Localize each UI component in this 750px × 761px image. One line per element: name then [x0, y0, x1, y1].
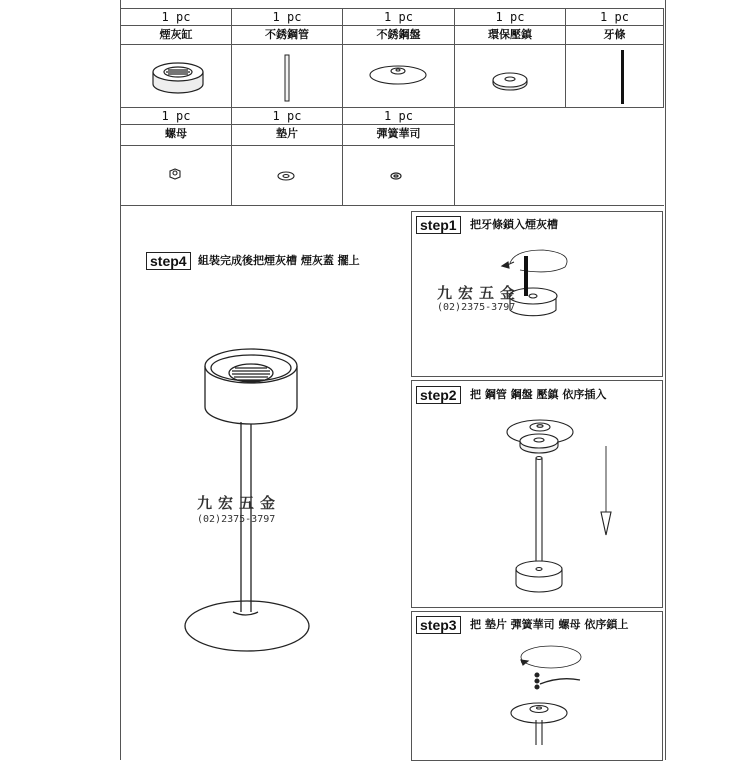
- part-name: 螺母: [165, 127, 187, 140]
- step1-text: 把牙條鎖入煙灰槽: [470, 218, 558, 231]
- step3-text: 把 墊片 彈簧華司 螺母 依序鎖上: [470, 618, 629, 631]
- part-name: 環保壓鎮: [488, 28, 532, 41]
- part-qty: 1 pc: [272, 109, 302, 123]
- part-qty: 1 pc: [384, 10, 413, 24]
- step2-text: 把 鋼管 鋼盤 壓鎮 依序插入: [470, 388, 607, 401]
- part-name: 煙灰缸: [159, 28, 193, 41]
- watermark-phone: (02)2375-3797: [197, 514, 276, 525]
- watermark-phone: (02)2375-3797: [437, 302, 516, 313]
- step2-tag: step2: [416, 386, 461, 404]
- part-name: 牙條: [603, 28, 626, 41]
- part-qty: 1 pc: [161, 10, 191, 24]
- part-name: 墊片: [276, 127, 298, 140]
- part-qty: 1 pc: [161, 109, 191, 123]
- part-qty: 1 pc: [384, 109, 413, 123]
- part-name: 不銹鋼管: [265, 28, 309, 41]
- step1-tag: step1: [416, 216, 461, 234]
- watermark-name: 九宏五金: [437, 284, 522, 302]
- step3-tag: step3: [416, 616, 461, 634]
- step4-text: 組裝完成後把煙灰槽 煙灰蓋 擺上: [198, 254, 360, 267]
- step4-tag: step4: [146, 252, 191, 270]
- part-name: 彈簧華司: [376, 127, 421, 140]
- part-qty: 1 pc: [495, 10, 525, 24]
- part-qty: 1 pc: [272, 10, 302, 24]
- watermark-name: 九宏五金: [197, 494, 282, 512]
- part-qty: 1 pc: [600, 10, 629, 24]
- part-name: 不銹鋼盤: [376, 28, 421, 41]
